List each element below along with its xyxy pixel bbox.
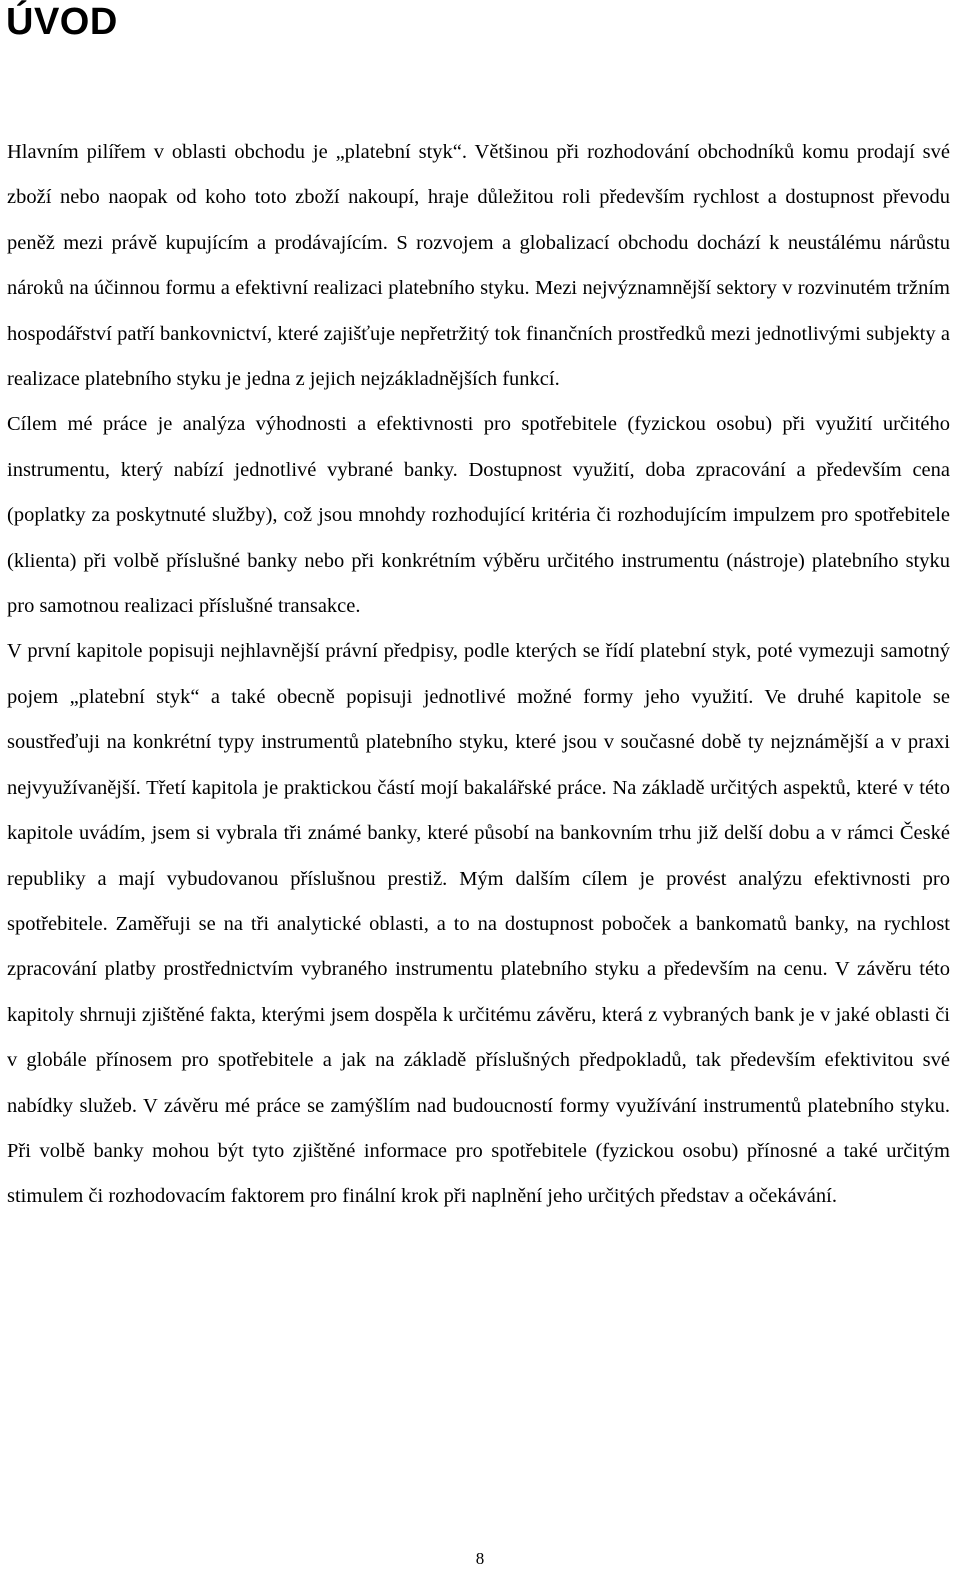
page-number: 8: [475, 1549, 485, 1568]
chapter-heading: ÚVOD: [6, 1, 118, 43]
paragraph-goal: Cílem mé práce je analýza výhodnosti a efektivnosti pro spotřebitele (fyzickou osobu) při využití určitého instrumentu, který nabízí jednotlivé vybrané banky. Dostupnost využití, doba zpracování a především cena (poplatky za poskytnuté služby), což jsou mnohdy rozhodující kritéria či rozhodujícím impulzem pro spotřebitele (klienta) při volbě příslušné banky nebo při konkrétním výběru určitého instrumentu (nástroje) platebního styku pro samotnou realizaci příslušné transakce.: [7, 413, 950, 618]
body-text: [7, 130, 950, 1220]
paragraph-intro: Hlavním pilířem v oblasti obchodu je „platební styk“. Většinou při rozhodování obchodníků komu prodají své zboží nebo naopak od koho toto zboží nakoupí, hraje důležitou roli především rychlost a dostupnost převodu peněž mezi právě kupujícím a prodávajícím. S rozvojem a globalizací obchodu dochází k neustálému nárůstu nároků na účinnou formu a efektivní realizaci platebního styku. Mezi nejvýznamnější sektory v rozvinutém tržním hospodářství patří bankovnictví, které zajišťuje nepřetržitý tok finančních prostředků mezi jednotlivými subjekty a realizace platebního styku je jedna z jejich nejzákladnějších funkcí.: [7, 141, 950, 391]
paragraph-structure: V první kapitole popisuji nejhlavnější právní předpisy, podle kterých se řídí platební styk, poté vymezuji samotný pojem „platební styk“ a také obecně popisuji jednotlivé možné formy jeho využití. Ve druhé kapitole se soustřeďuji na konkrétní typy instrumentů platebního styku, které jsou v současné době ty nejznámější a v praxi nejvyužívanější. Třetí kapitola je praktickou částí mojí bakalářské práce. Na základě určitých aspektů, které v této kapitole uvádím, jsem si vybrala tři známé banky, které působí na bankovním trhu již delší dobu a v rámci České republiky a mají vybudovanou příslušnou prestiž. Mým dalším cílem je provést analýzu efektivnosti pro spotřebitele. Zaměřuji se na tři analytické oblasti, a to na dostupnost poboček a bankomatů banky, na rychlost zpracování platby prostřednictvím vybraného instrumentu platebního styku a především na cenu. V závěru této kapitoly shrnuji zjištěné fakta, kterými jsem dospěla k určitému závěru, která z vybraných bank je v jaké oblasti či v globále přínosem pro spotřebitele a jak na základě příslušných předpokladů, tak především efektivitou své nabídky služeb. V závěru mé práce se zamýšlím nad budoucností formy využívání instrumentů platebního styku. Při volbě banky mohou být tyto zjištěné informace pro spotřebitele (fyzickou osobu) přínosné a také určitým stimulem či rozhodovacím faktorem pro finální krok při naplnění jeho určitých představ a očekávání.: [7, 640, 950, 1208]
